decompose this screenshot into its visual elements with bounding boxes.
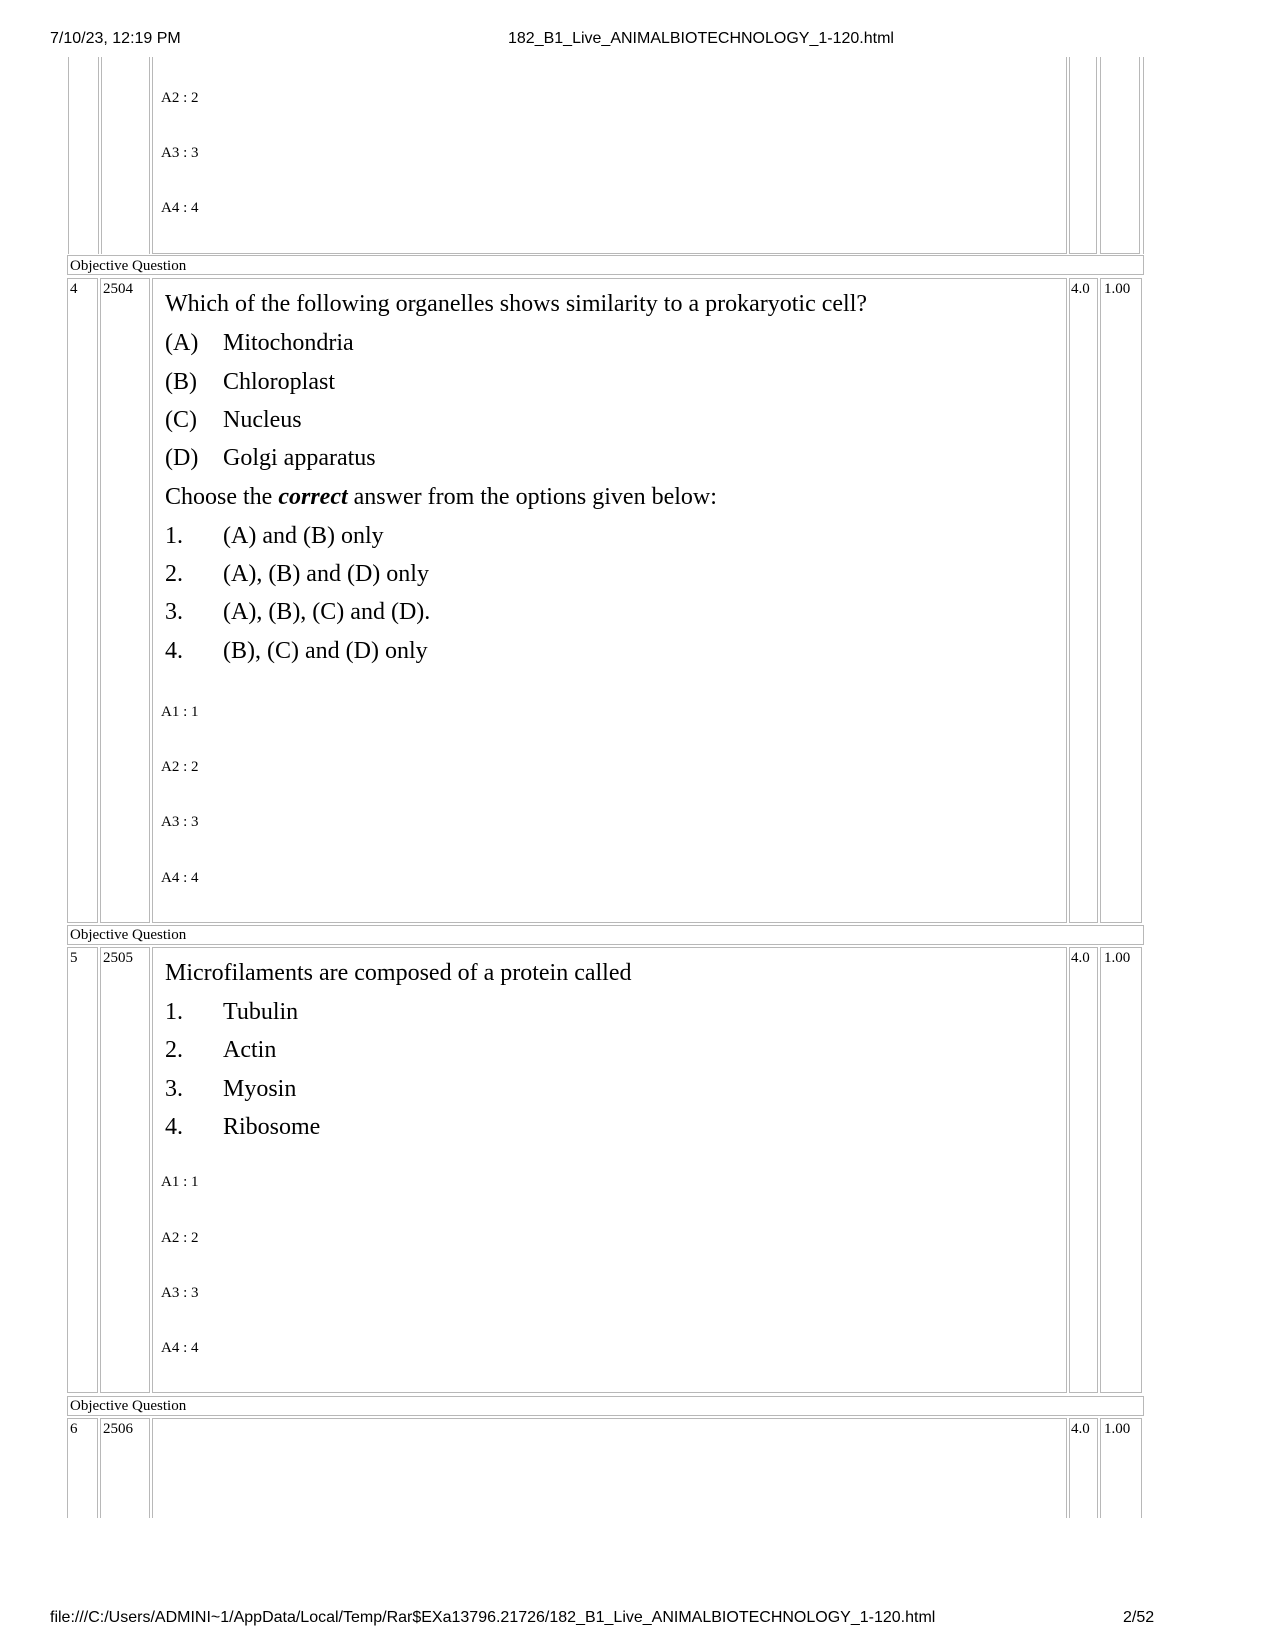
option-text: Mitochondria bbox=[223, 330, 354, 356]
alternative: A4 : 4 bbox=[161, 1340, 199, 1356]
choice-text: (A) and (B) only bbox=[223, 523, 384, 549]
section-label: Objective Question bbox=[70, 258, 187, 274]
table-border bbox=[98, 57, 99, 254]
table-border bbox=[1143, 57, 1144, 254]
print-title: 182_B1_Live_ANIMALBIOTECHNOLOGY_1-120.html bbox=[508, 30, 894, 47]
marks-value: 4.0 bbox=[1071, 281, 1090, 297]
choice-number: 4. bbox=[165, 1114, 183, 1140]
question-stem: Microfilaments are composed of a protein called bbox=[165, 960, 632, 986]
instruction-after: answer from the options given below: bbox=[347, 484, 717, 510]
choice-text: Tubulin bbox=[223, 999, 299, 1025]
negative-marks-value: 1.00 bbox=[1104, 950, 1131, 966]
option-key: (A) bbox=[165, 330, 199, 356]
choice-text: (B), (C) and (D) only bbox=[223, 638, 428, 664]
choice-text: Myosin bbox=[223, 1076, 297, 1102]
question-stem: Which of the following organelles shows similarity to a prokaryotic cell? bbox=[165, 291, 868, 317]
alternative: A4 : 4 bbox=[161, 870, 199, 886]
instruction-text bbox=[165, 483, 717, 511]
option-key: (B) bbox=[165, 369, 197, 395]
option-text: Golgi apparatus bbox=[223, 445, 376, 471]
marks-value: 4.0 bbox=[1071, 1421, 1090, 1437]
marks-cell bbox=[1069, 57, 1097, 254]
negative-cell bbox=[1100, 57, 1140, 254]
option-text: Nucleus bbox=[223, 407, 302, 433]
choice-text: (A), (B), (C) and (D). bbox=[223, 599, 431, 625]
choice-number: 2. bbox=[165, 561, 183, 587]
qid-cell bbox=[100, 947, 150, 1393]
serial-number: 5 bbox=[70, 950, 78, 966]
table-border bbox=[68, 57, 69, 254]
choice-number: 1. bbox=[165, 999, 183, 1025]
sno-cell bbox=[67, 947, 98, 1393]
negative-cell bbox=[1100, 278, 1142, 923]
choice-text: Ribosome bbox=[223, 1114, 321, 1140]
section-label-row bbox=[67, 1396, 1144, 1416]
table-border bbox=[101, 57, 102, 254]
section-label: Objective Question bbox=[70, 927, 187, 943]
choice-number: 4. bbox=[165, 638, 183, 664]
question-id: 2505 bbox=[103, 950, 133, 966]
alternative: A1 : 1 bbox=[161, 1174, 199, 1190]
option-key: (D) bbox=[165, 445, 199, 471]
question-cell bbox=[152, 57, 1067, 254]
serial-number: 6 bbox=[70, 1421, 78, 1437]
alternative: A1 : 1 bbox=[161, 704, 199, 720]
question-cell bbox=[152, 1418, 1067, 1518]
choice-number: 3. bbox=[165, 1076, 183, 1102]
page-number: 2/52 bbox=[1123, 1609, 1155, 1626]
negative-cell bbox=[1100, 947, 1142, 1393]
alternative: A2 : 2 bbox=[161, 759, 199, 775]
option-key: (C) bbox=[165, 407, 197, 433]
marks-cell bbox=[1069, 947, 1098, 1393]
question-id: 2506 bbox=[103, 1421, 133, 1437]
question-id: 2504 bbox=[103, 281, 133, 297]
choice-number: 3. bbox=[165, 599, 183, 625]
choice-number: 2. bbox=[165, 1037, 183, 1063]
alternative: A3 : 3 bbox=[161, 1285, 199, 1301]
option-text: Chloroplast bbox=[223, 369, 335, 395]
instruction-emphasis: correct bbox=[278, 484, 348, 510]
alternative: A3 : 3 bbox=[161, 814, 199, 830]
section-label-row bbox=[67, 255, 1144, 275]
qid-cell bbox=[100, 278, 150, 923]
alternative: A4 : 4 bbox=[161, 200, 199, 216]
choice-text: Actin bbox=[223, 1037, 277, 1063]
negative-marks-value: 1.00 bbox=[1104, 1421, 1131, 1437]
negative-marks-value: 1.00 bbox=[1104, 281, 1131, 297]
choice-text: (A), (B) and (D) only bbox=[223, 561, 429, 587]
alternative: A3 : 3 bbox=[161, 145, 199, 161]
serial-number: 4 bbox=[70, 281, 78, 297]
instruction-before: Choose the bbox=[165, 484, 279, 510]
alternative: A2 : 2 bbox=[161, 1230, 199, 1246]
table-border bbox=[149, 57, 150, 254]
print-file-path: file:///C:/Users/ADMINI~1/AppData/Local/Temp/Rar$EXa13796.21726/182_B1_Live_ANIMALBIOTECHNOLOGY_1-120.html bbox=[50, 1609, 936, 1626]
marks-value: 4.0 bbox=[1071, 950, 1090, 966]
marks-cell bbox=[1069, 278, 1098, 923]
alternative: A2 : 2 bbox=[161, 90, 199, 106]
section-label: Objective Question bbox=[70, 1398, 187, 1414]
print-datetime: 7/10/23, 12:19 PM bbox=[50, 30, 181, 47]
choice-number: 1. bbox=[165, 523, 183, 549]
section-label-row bbox=[67, 925, 1144, 945]
sno-cell bbox=[67, 278, 98, 923]
